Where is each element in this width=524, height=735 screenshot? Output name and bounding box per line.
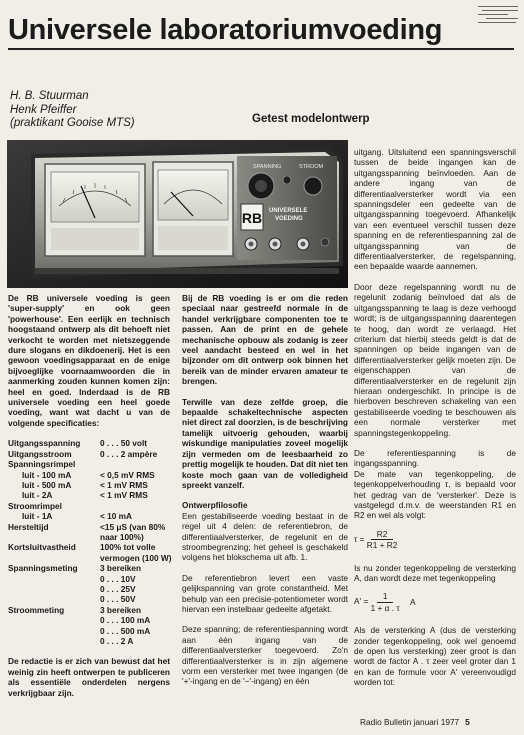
article-title: Universele laboratoriumvoeding (8, 14, 443, 46)
spec-row (8, 522, 170, 532)
spec-value: 0 . . . 50V (100, 594, 136, 605)
spec-value: 0 . . . 2 ampère (100, 448, 158, 459)
spec-label (8, 584, 100, 594)
spec-label (8, 626, 100, 636)
spec-label: Uitgangsspanning (8, 438, 81, 449)
spec-row (8, 584, 170, 594)
spec-value: 0 . . . 500 mA (100, 625, 151, 636)
photo-model-line2: VOEDING (275, 216, 303, 222)
spec-row (8, 501, 170, 511)
spec-row (8, 470, 170, 480)
formula-gain-denominator: 1 + α . τ (370, 602, 400, 613)
col3-paragraph-2: Door deze regelspanning wordt nu de regelunit zodanig beïnvloed dat als de uitgangsspanning te laag is deze verhoogd wordt; is de uitgangsspanning daarentegen te hoog, dan wordt ze verlaagd. Het criterium dat hierbij steeds geldt is dat de spanningen op beide ingangen van de differentiaalversterker gelijk moeten zijn. De eigenschappen van de differentiaalversterker en de regelunit zijn hieraan ondergeschikt. In principe is de hierboven beschreven schakeling van een gestabiliseerde voeding te beschouwen als een normale versterker met spanningstegenkoppeling. (354, 281, 516, 438)
col3-paragraph-1: uitgang. Uitsluitend een spanningsverschil tussen de beide ingangen kan de uitgangsspanning beïnvloeden. Aan de andere ingang van de differentiaalversterker wordt via een spanningsdeler een gedeelte van de uitgangsspanning toegevoerd. Afhankelijk van een eventueel verschil tussen deze spanning en de referentiespanning zal de uitgangsspanning van de differentiaalversterker, de regelspanning, een bepaalde waarde aannemen. (354, 147, 516, 272)
tagline: Getest modelontwerp (252, 113, 370, 125)
current-knob (304, 177, 322, 195)
spec-value: < 1 mV RMS (100, 490, 148, 501)
formula-tau-numerator: R2 (371, 529, 394, 540)
formula-tau-denominator: R1 + R2 (366, 540, 398, 551)
formula-gain-numerator: 1 (377, 591, 394, 602)
spec-label: Kortsluitvastheid (8, 542, 76, 553)
spec-label: Stroommeting (8, 604, 65, 615)
photo-label-right: STROOM (299, 164, 324, 170)
spec-row (8, 636, 170, 646)
spec-label: Iuit - 100 mA (22, 469, 72, 480)
spec-row (8, 490, 170, 500)
spec-value: naar 100%) (100, 531, 144, 542)
spec-label (8, 636, 100, 646)
formula-gain-fraction (371, 591, 400, 613)
spec-value: 3 bereiken (100, 604, 142, 615)
spec-value (100, 459, 170, 469)
formula-gain (354, 591, 516, 613)
spec-row (8, 532, 170, 542)
spec-value: 0 . . . 25V (100, 583, 136, 594)
col2-paragraph-2: Terwille van deze zelfde groep, die bepaalde schakeltechnische aspecten niet direct zal doorzien, is de beschrijving tamelijk uitvoerig gehouden, waarbij wiskundige manipulaties zoveel mogelijk zijn vermeden om de leesbaarheid zo prettig mogelijk te houden. Dat dit niet ten koste moch gaan van de volledigheid spreekt vanzelf. (182, 396, 348, 490)
spec-value: 0 . . . 2 A (100, 636, 134, 646)
intro-paragraph: De RB universele voeding is geen 'super-supply' en ook geen 'powerhouse'. Een eerlijk en technisch hoogstaand ontwerp als dit behoeft niet verkocht te worden met nietszeggende dure slogans en dikdoenerij. Het is een gewoon voedingsapparaat en de enige bijvoeglijke voornaamwoorden die in aanmerking zouden kunnen komen zijn: heel en goed. Inderdaad is de RB universele voeding een heel goede voeding, want wat dacht u van de volgende specificaties: (8, 293, 170, 428)
spec-row (8, 615, 170, 625)
spec-row (8, 605, 170, 615)
photo-model-line1: UNIVERSELE (269, 208, 308, 214)
spec-label: Iuit - 1A (22, 511, 53, 522)
spec-label: Iuit - 2A (22, 490, 53, 501)
spec-label (8, 615, 100, 625)
formula-tau-fraction (367, 529, 398, 551)
page-footer (360, 717, 470, 727)
spec-label (8, 574, 100, 584)
spec-value: < 0,5 mV RMS (100, 469, 155, 480)
spec-row (8, 542, 170, 552)
page-number: 5 (465, 717, 470, 727)
spec-label: Stroomrimpel (8, 500, 62, 511)
spec-value: < 1 mV RMS (100, 479, 148, 490)
col2-paragraph-5: Deze spanning; de referentiespanning wordt aan één ingang van de differentiaalversterker toegevoerd. Zo'n differentiaalversterker is in zijn algemene vorm een versterker met twee ingangen (de '+'-ingang en de '−'-ingang) en één (182, 624, 348, 687)
spec-row (8, 553, 170, 563)
spec-value: 0 . . . 50 volt (100, 438, 148, 449)
formula-gain-rhs: A (409, 596, 416, 607)
photo-label-left: SPANNING (253, 164, 282, 170)
specifications-table (8, 438, 170, 646)
spec-label: Hersteltijd (8, 521, 49, 532)
spec-value: 100% tot volle (100, 542, 156, 553)
column-3 (354, 147, 516, 698)
author-block (10, 90, 135, 131)
spec-label: Iuit - 500 mA (22, 479, 72, 490)
spec-row (8, 574, 170, 584)
spec-row (8, 563, 170, 573)
brand-logo: RB (241, 210, 263, 226)
spec-row (8, 511, 170, 521)
author-affiliation: (praktikant Gooise MTS) (10, 117, 135, 129)
spec-row (8, 459, 170, 469)
title-rule (8, 48, 514, 50)
formula-tau-lhs: τ = (354, 533, 365, 544)
spec-value: 3 bereiken (100, 563, 142, 574)
col3-paragraph-5: Is nu zonder tegenkoppeling de versterking A, dan wordt deze met tegenkoppeling (354, 562, 516, 584)
col2-paragraph-4: De referentiebron levert een vaste gelijkspanning van grote constantheid. Met behulp van een precisie-potentiometer wordt hiervan een instelbaar gedeelte afgetakt. (182, 572, 348, 614)
spec-label: Spanningsrimpel (8, 459, 76, 470)
spec-label: Spanningsmeting (8, 563, 78, 574)
spec-label (8, 553, 100, 563)
spec-value: <15 μS (van 80% (100, 521, 166, 532)
spec-row (8, 449, 170, 459)
author-2: Henk Pfeiffer (10, 103, 77, 116)
spec-value: vermogen (100 W) (100, 552, 172, 563)
spec-value: 0 . . . 10V (100, 573, 136, 584)
col3-paragraph-6: Als de versterking A (dus de versterking zonder tegenkoppeling, ook wel genoemd de open lus versterking) zeer groot is dan wordt de factor A . τ zeer veel groter dan 1 en kan de formule voor A' vereenvoudigd worden tot: (354, 625, 516, 688)
spec-value (100, 501, 170, 511)
author-1: H. B. Stuurman (10, 90, 89, 102)
column-2 (182, 293, 348, 697)
spec-label (8, 532, 100, 542)
spec-row (8, 438, 170, 448)
formula-gain-lhs: A' = (354, 596, 369, 607)
formula-tau (354, 529, 516, 551)
page-id-marks (478, 4, 518, 26)
col2-paragraph-3: Een gestabiliseerde voeding bestaat in de regel uit 4 delen: de referentiebron, de differentiaalversterker, de regelunit en de stroombegrenzing; het geheel is geschakeld volgens het blokschema uit afb. 1. (182, 510, 348, 563)
spec-label (8, 594, 100, 604)
footer-source: Radio Bulletin januari 1977 (360, 717, 460, 727)
spec-label: Uitgangsstroom (8, 448, 72, 459)
col2-paragraph-1: Bij de RB voeding is er om die reden speciaal naar gestreefd normale in de handel verkrijgbare componenten toe te passen. Aan de print en de gehele mechanische opbouw als zodanig is zeer veel aandacht besteed en wel in het bijzonder om dit ontwerp ook binnen het bereik van de minder ervaren amateur te brengen. (182, 293, 348, 387)
spec-value: 0 . . . 100 mA (100, 615, 151, 626)
spec-value: < 10 mA (100, 511, 133, 522)
device-photo (7, 140, 348, 288)
spec-row (8, 480, 170, 490)
spec-row (8, 626, 170, 636)
section-heading: Ontwerpfilosofie (182, 500, 248, 511)
col3-paragraph-3: De referentiespanning is de ingangsspanning. (354, 447, 516, 469)
spec-row (8, 594, 170, 604)
column-1 (8, 293, 170, 708)
col3-paragraph-4: De mate van tegenkoppeling, de tegenkoppelverhouding τ, is bepaald voor het gedrag van de 'versterker'. Deze is vastgelegd d.m.v. de weerstanden R1 en R2 en wel als volgt: (354, 468, 516, 521)
editorial-note: De redactie is er zich van bewust dat het weinig zin heeft ontwerpen te publiceren als essentiële onderdelen nergens verkrijgbaar zijn. (8, 656, 170, 698)
